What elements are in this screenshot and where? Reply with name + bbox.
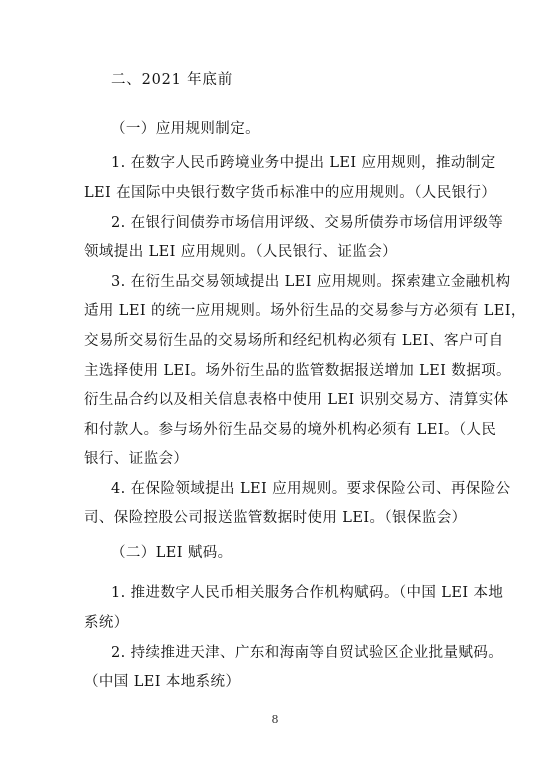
- paragraph-line: 系统）: [84, 615, 129, 631]
- paragraph-line: 银行、证监会）: [84, 451, 189, 467]
- paragraph-line: 司、保险控股公司报送监管数据时使用 LEI。（银保监会）: [84, 510, 467, 526]
- section-heading: 二、2021 年底前: [111, 72, 234, 88]
- paragraph-line: 领域提出 LEI 应用规则。（人民银行、证监会）: [84, 244, 398, 260]
- paragraph-line: 1. 推进数字人民币相关服务合作机构赋码。（中国 LEI 本地: [111, 585, 504, 601]
- subsection-title-lei-assignment: （二）LEI 赋码。: [111, 545, 233, 561]
- paragraph-line: 3. 在衍生品交易领域提出 LEI 应用规则。探索建立金融机构: [111, 274, 511, 290]
- page-number: 8: [271, 713, 279, 726]
- paragraph-line: 2. 持续推进天津、广东和海南等自贸试验区企业批量赋码。: [111, 645, 504, 661]
- paragraph-line: LEI 在国际中央银行数字货币标准中的应用规则。（人民银行）: [84, 185, 497, 201]
- paragraph-line: 和付款人。参与场外衍生品交易的境外机构必须有 LEI。（人民: [84, 422, 497, 438]
- paragraph-line: 1. 在数字人民币跨境业务中提出 LEI 应用规则，推动制定: [111, 155, 496, 171]
- paragraph-line: 衍生品合约以及相关信息表格中使用 LEI 识别交易方、清算实体: [84, 392, 509, 408]
- subsection-title-rules: （一）应用规则制定。: [111, 121, 260, 137]
- paragraph-line: 适用 LEI 的统一应用规则。场外衍生品的交易参与方必须有 LEI，: [84, 303, 526, 319]
- paragraph-line: （中国 LEI 本地系统）: [84, 674, 241, 690]
- paragraph-line: 2. 在银行间债券市场信用评级、交易所债券市场信用评级等: [111, 215, 504, 231]
- paragraph-line: 4. 在保险领域提出 LEI 应用规则。要求保险公司、再保险公: [111, 481, 511, 497]
- paragraph-line: 主选择使用 LEI。场外衍生品的监管数据报送增加 LEI 数据项。: [84, 363, 511, 379]
- paragraph-line: 交易所交易衍生品的交易场所和经纪机构必须有 LEI、客户可自: [84, 333, 504, 349]
